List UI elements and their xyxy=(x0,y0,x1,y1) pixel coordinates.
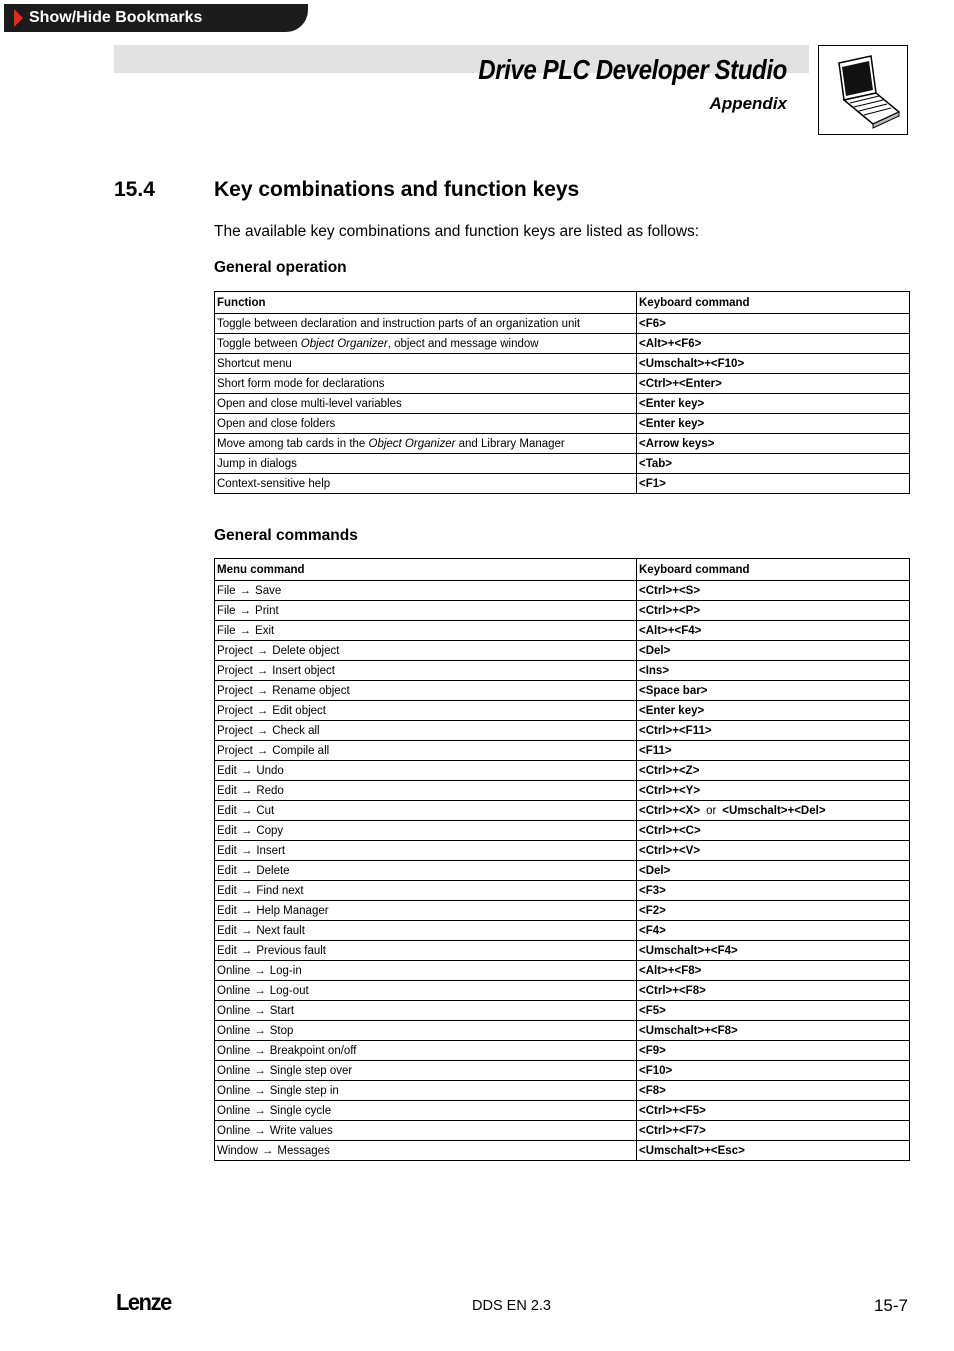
page-number: 15-7 xyxy=(873,1296,908,1315)
command-name: Copy xyxy=(256,824,284,837)
table-row xyxy=(215,394,910,414)
command-name: Start xyxy=(269,1004,295,1017)
key-combo: <Ins> xyxy=(639,664,670,677)
table-row xyxy=(215,454,910,474)
menu-name: Online xyxy=(217,1084,251,1097)
command-name: Log-in xyxy=(269,964,302,977)
menu-name: Project xyxy=(217,684,253,697)
menu-command-cell xyxy=(215,1041,637,1061)
menu-name: File xyxy=(217,624,236,637)
command-name: Find next xyxy=(256,884,304,897)
table-row xyxy=(215,941,910,961)
function-cell xyxy=(215,374,637,394)
keyboard-command-cell xyxy=(637,681,910,701)
table-row xyxy=(215,601,910,621)
arrow-right-icon: → xyxy=(254,1044,266,1057)
key-combo: <Umschalt>+<F8> xyxy=(639,1024,738,1037)
table-row xyxy=(215,701,910,721)
key-combo: <Umschalt>+<F4> xyxy=(639,944,738,957)
command-name: Cut xyxy=(256,804,275,817)
arrow-right-icon: → xyxy=(254,984,266,997)
table-row xyxy=(215,1021,910,1041)
triangle-right-icon xyxy=(14,9,23,27)
menu-command-cell xyxy=(215,1141,637,1161)
table-row xyxy=(215,761,910,781)
command-name: Edit object xyxy=(272,704,326,717)
table-row xyxy=(215,681,910,701)
table-row xyxy=(215,1001,910,1021)
menu-name: File xyxy=(217,584,236,597)
table-row xyxy=(215,881,910,901)
key-combo: <Ctrl>+<F11> xyxy=(639,724,712,737)
table-row xyxy=(215,354,910,374)
intro-text: The available key combinations and function keys are listed as follows: xyxy=(214,223,700,240)
keyboard-command-cell xyxy=(637,1141,910,1161)
column-header: Keyboard command xyxy=(637,292,910,314)
command-name: Next fault xyxy=(256,924,305,937)
menu-command-cell xyxy=(215,601,637,621)
key-combo: <F5> xyxy=(639,1004,666,1017)
keyboard-command-cell xyxy=(637,841,910,861)
table-row xyxy=(215,861,910,881)
table-row xyxy=(215,721,910,741)
table-row xyxy=(215,801,910,821)
keyboard-command-cell: <Enter key> xyxy=(637,414,910,434)
key-combo: <F2> xyxy=(639,904,666,917)
keyboard-command-cell xyxy=(637,941,910,961)
key-combo: <Ctrl>+<C> xyxy=(639,824,701,837)
section-number: 15.4 xyxy=(114,178,155,201)
arrow-right-icon: → xyxy=(239,624,252,637)
command-name: Messages xyxy=(277,1144,330,1157)
general-commands-heading: General commands xyxy=(214,527,358,544)
menu-name: Online xyxy=(217,1124,251,1137)
menu-command-cell xyxy=(215,1021,637,1041)
menu-command-cell xyxy=(215,581,637,601)
arrow-right-icon: → xyxy=(256,744,269,757)
command-name: Log-out xyxy=(269,984,309,997)
keyboard-command-cell xyxy=(637,861,910,881)
menu-name: Edit xyxy=(217,884,237,897)
key-combo: <Ctrl>+<F7> xyxy=(639,1124,706,1137)
keyboard-command-cell: <F6> xyxy=(637,314,910,334)
command-name: Write values xyxy=(269,1124,333,1137)
table-row xyxy=(215,474,910,494)
menu-name: Online xyxy=(217,1104,251,1117)
keyboard-command-cell: <Ctrl>+<Enter> xyxy=(637,374,910,394)
command-name: Stop xyxy=(269,1024,294,1037)
menu-name: Edit xyxy=(217,864,237,877)
command-name: Delete object xyxy=(272,644,340,657)
key-combo: <Ctrl>+<P> xyxy=(639,604,701,617)
menu-name: Project xyxy=(217,744,253,757)
menu-name: Edit xyxy=(217,824,237,837)
key-combo: <Ctrl>+<V> xyxy=(639,844,701,857)
keyboard-command-cell xyxy=(637,801,910,821)
command-name: Undo xyxy=(256,764,284,777)
menu-command-cell xyxy=(215,1081,637,1101)
general-commands-table xyxy=(214,558,910,1161)
function-text: Open and close folders xyxy=(217,417,336,430)
keyboard-command-cell xyxy=(637,1041,910,1061)
menu-name: Window xyxy=(217,1144,258,1157)
table-row xyxy=(215,334,910,354)
function-text: Short form mode for declarations xyxy=(217,377,385,390)
arrow-right-icon: → xyxy=(254,964,266,977)
menu-command-cell xyxy=(215,701,637,721)
menu-command-cell xyxy=(215,861,637,881)
keyboard-command-cell xyxy=(637,761,910,781)
bookmarks-button-label: Show/Hide Bookmarks xyxy=(29,9,203,26)
document-id: DDS EN 2.3 xyxy=(472,1298,551,1314)
command-name: Help Manager xyxy=(256,904,329,917)
function-cell xyxy=(215,454,637,474)
arrow-right-icon: → xyxy=(256,724,269,737)
keyboard-command-cell xyxy=(637,821,910,841)
keyboard-command-cell xyxy=(637,701,910,721)
keyboard-command-cell: <Umschalt>+<F10> xyxy=(637,354,910,374)
table-row xyxy=(215,434,910,454)
key-combo: <Ctrl>+<F8> xyxy=(639,984,706,997)
table-row xyxy=(215,1061,910,1081)
menu-command-cell xyxy=(215,681,637,701)
keyboard-command-cell xyxy=(637,601,910,621)
menu-command-cell xyxy=(215,901,637,921)
document-subtitle: Appendix xyxy=(709,94,787,113)
keyboard-command-cell xyxy=(637,1081,910,1101)
menu-command-cell xyxy=(215,921,637,941)
menu-name: Online xyxy=(217,984,251,997)
keyboard-command-cell xyxy=(637,981,910,1001)
keyboard-command-cell xyxy=(637,961,910,981)
table-header-row xyxy=(215,559,910,581)
menu-command-cell xyxy=(215,641,637,661)
key-combo: <Ctrl>+<Z> xyxy=(639,764,700,777)
arrow-right-icon: → xyxy=(254,1104,266,1117)
key-combo: <F10> xyxy=(639,1064,673,1077)
key-combo: <Alt>+<F4> xyxy=(639,624,702,637)
general-operation-heading: General operation xyxy=(214,259,347,276)
keyboard-command-cell xyxy=(637,581,910,601)
command-name: Breakpoint on/off xyxy=(269,1044,357,1057)
function-cell xyxy=(215,314,637,334)
menu-name: Edit xyxy=(217,764,237,777)
column-header: Function xyxy=(215,292,637,314)
menu-name: Edit xyxy=(217,924,237,937)
arrow-right-icon: → xyxy=(240,864,253,877)
key-combo: <F4> xyxy=(639,924,666,937)
menu-name: Project xyxy=(217,664,253,677)
arrow-right-icon: → xyxy=(240,784,253,797)
menu-name: Project xyxy=(217,724,253,737)
keyboard-command-cell xyxy=(637,741,910,761)
menu-name: Online xyxy=(217,1064,251,1077)
column-header: Keyboard command xyxy=(637,559,910,581)
command-name: Check all xyxy=(272,724,320,737)
table-row xyxy=(215,1041,910,1061)
document-title: Drive PLC Developer Studio xyxy=(478,54,787,85)
table-row xyxy=(215,661,910,681)
key-combo: <F8> xyxy=(639,1084,666,1097)
keyboard-command-cell: <F1> xyxy=(637,474,910,494)
menu-command-cell xyxy=(215,741,637,761)
keyboard-command-cell xyxy=(637,1101,910,1121)
arrow-right-icon: → xyxy=(256,644,269,657)
table-row xyxy=(215,1081,910,1101)
keyboard-command-cell xyxy=(637,1061,910,1081)
keyboard-command-cell: <Tab> xyxy=(637,454,910,474)
function-cell xyxy=(215,334,637,354)
key-combo: <Ctrl>+<F5> xyxy=(639,1104,706,1117)
menu-command-cell xyxy=(215,821,637,841)
table-header-row xyxy=(215,292,910,314)
keyboard-command-cell xyxy=(637,901,910,921)
menu-name: Project xyxy=(217,644,253,657)
menu-name: Online xyxy=(217,1024,251,1037)
command-name: Single step in xyxy=(269,1084,339,1097)
keyboard-command-cell xyxy=(637,721,910,741)
menu-name: Online xyxy=(217,1044,251,1057)
keyboard-command-cell: <Arrow keys> xyxy=(637,434,910,454)
function-text: Context-sensitive help xyxy=(217,477,331,490)
table-row xyxy=(215,741,910,761)
function-cell xyxy=(215,414,637,434)
key-combo: <F11> xyxy=(639,744,672,757)
command-name: Single step over xyxy=(269,1064,353,1077)
table-row xyxy=(215,581,910,601)
function-text: and Library Manager xyxy=(455,437,565,450)
arrow-right-icon: → xyxy=(254,1064,266,1077)
menu-name: Project xyxy=(217,704,253,717)
command-name: Rename object xyxy=(272,684,350,697)
section-title: Key combinations and function keys xyxy=(214,178,580,201)
key-combo: <Enter key> xyxy=(639,704,705,717)
arrow-right-icon: → xyxy=(240,804,253,817)
menu-name: Edit xyxy=(217,944,237,957)
arrow-right-icon: → xyxy=(240,844,253,857)
keyboard-command-cell xyxy=(637,881,910,901)
command-name: Compile all xyxy=(272,744,330,757)
command-name: Insert xyxy=(256,844,286,857)
table-row xyxy=(215,1121,910,1141)
menu-command-cell xyxy=(215,761,637,781)
menu-command-cell xyxy=(215,781,637,801)
arrow-right-icon: → xyxy=(240,764,253,777)
arrow-right-icon: → xyxy=(239,604,252,617)
column-header: Menu command xyxy=(215,559,637,581)
arrow-right-icon: → xyxy=(240,884,253,897)
keyboard-command-cell: <Alt>+<F6> xyxy=(637,334,910,354)
table-row xyxy=(215,821,910,841)
table-row xyxy=(215,981,910,1001)
table-row xyxy=(215,374,910,394)
key-combo: <Ctrl>+<S> xyxy=(639,584,701,597)
command-name: Redo xyxy=(256,784,284,797)
menu-command-cell xyxy=(215,621,637,641)
arrow-right-icon: → xyxy=(256,664,269,677)
function-text: Move among tab cards in the xyxy=(217,437,369,450)
arrow-right-icon: → xyxy=(240,824,253,837)
keyboard-command-cell xyxy=(637,1121,910,1141)
menu-name: Edit xyxy=(217,804,237,817)
menu-name: Online xyxy=(217,1004,251,1017)
arrow-right-icon: → xyxy=(240,924,253,937)
key-combo: <Del> xyxy=(639,864,671,877)
arrow-right-icon: → xyxy=(254,1024,266,1037)
arrow-right-icon: → xyxy=(240,944,253,957)
or-text: or xyxy=(706,804,717,817)
table-row xyxy=(215,781,910,801)
menu-name: Edit xyxy=(217,904,237,917)
key-combo: <Alt>+<F8> xyxy=(639,964,702,977)
arrow-right-icon: → xyxy=(239,584,252,597)
keyboard-command-cell xyxy=(637,621,910,641)
command-name: Single cycle xyxy=(269,1104,332,1117)
key-combo: <Space bar> xyxy=(639,684,708,697)
table-row xyxy=(215,1101,910,1121)
arrow-right-icon: → xyxy=(256,684,269,697)
command-name: Insert object xyxy=(272,664,335,677)
function-text: Jump in dialogs xyxy=(217,457,297,470)
menu-command-cell xyxy=(215,661,637,681)
arrow-right-icon: → xyxy=(240,904,253,917)
menu-name: Edit xyxy=(217,844,237,857)
menu-name: Online xyxy=(217,964,251,977)
general-operation-table xyxy=(214,291,910,494)
function-text: Open and close multi-level variables xyxy=(217,397,402,410)
command-name: Delete xyxy=(256,864,290,877)
table-row xyxy=(215,921,910,941)
command-name: Exit xyxy=(255,624,275,637)
menu-name: Edit xyxy=(217,784,237,797)
menu-command-cell xyxy=(215,1061,637,1081)
function-cell xyxy=(215,434,637,454)
function-cell xyxy=(215,394,637,414)
function-text: Toggle between xyxy=(217,337,301,350)
table-row xyxy=(215,414,910,434)
arrow-right-icon: → xyxy=(261,1144,274,1157)
menu-command-cell xyxy=(215,881,637,901)
function-cell xyxy=(215,474,637,494)
function-text: Shortcut menu xyxy=(217,357,292,370)
menu-command-cell xyxy=(215,941,637,961)
keyboard-command-cell xyxy=(637,661,910,681)
keyboard-command-cell xyxy=(637,1021,910,1041)
key-combo: <Umschalt>+<Esc> xyxy=(639,1144,745,1157)
function-cell xyxy=(215,354,637,374)
menu-command-cell xyxy=(215,841,637,861)
arrow-right-icon: → xyxy=(254,1004,266,1017)
key-combo: <F3> xyxy=(639,884,666,897)
keyboard-command-cell: <Enter key> xyxy=(637,394,910,414)
function-text: , object and message window xyxy=(387,337,539,350)
key-combo: <Umschalt>+<Del> xyxy=(722,804,826,817)
table-row xyxy=(215,901,910,921)
menu-command-cell xyxy=(215,981,637,1001)
keyboard-command-cell xyxy=(637,781,910,801)
table-row xyxy=(215,1141,910,1161)
table-row xyxy=(215,961,910,981)
keyboard-command-cell xyxy=(637,921,910,941)
menu-command-cell xyxy=(215,801,637,821)
command-name: Previous fault xyxy=(256,944,327,957)
command-name: Print xyxy=(255,604,279,617)
arrow-right-icon: → xyxy=(256,704,269,717)
key-combo: <F9> xyxy=(639,1044,666,1057)
menu-name: File xyxy=(217,604,236,617)
keyboard-command-cell xyxy=(637,641,910,661)
menu-command-cell xyxy=(215,961,637,981)
key-combo: <Del> xyxy=(639,644,671,657)
table-row xyxy=(215,641,910,661)
table-row xyxy=(215,314,910,334)
table-row xyxy=(215,621,910,641)
lenze-logo: Lenze xyxy=(116,1289,171,1315)
arrow-right-icon: → xyxy=(254,1084,266,1097)
key-combo: <Ctrl>+<X> xyxy=(639,804,701,817)
menu-command-cell xyxy=(215,1121,637,1141)
laptop-icon xyxy=(818,45,908,135)
show-hide-bookmarks-button[interactable] xyxy=(4,4,308,32)
function-text: Toggle between declaration and instruction parts of an organization unit xyxy=(217,317,581,330)
command-name: Save xyxy=(255,584,282,597)
keyboard-command-cell xyxy=(637,1001,910,1021)
arrow-right-icon: → xyxy=(254,1124,266,1137)
menu-command-cell xyxy=(215,1101,637,1121)
key-combo: <Ctrl>+<Y> xyxy=(639,784,701,797)
function-text-emphasis: Object Organizer xyxy=(300,337,388,350)
menu-command-cell xyxy=(215,721,637,741)
table-row xyxy=(215,841,910,861)
function-text-emphasis: Object Organizer xyxy=(368,437,456,450)
menu-command-cell xyxy=(215,1001,637,1021)
